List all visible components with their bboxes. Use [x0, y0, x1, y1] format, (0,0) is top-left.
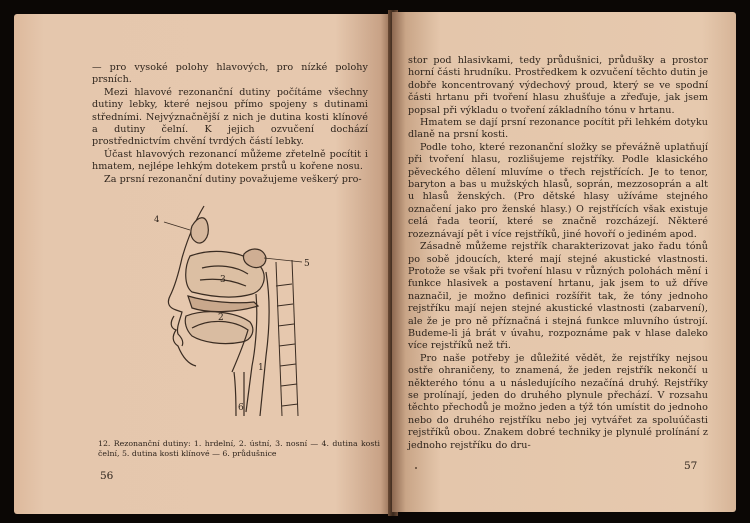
right-text-column: [408, 55, 708, 452]
page-speck: [415, 467, 417, 469]
left-page: [14, 14, 392, 514]
left-text-column: [92, 62, 368, 186]
resonance-cavities-figure: [152, 196, 312, 426]
figure-label-3: 3: [220, 275, 226, 285]
right-page: [392, 12, 736, 512]
left-page-number: 56: [100, 470, 114, 482]
right-paragraph: Zásadně můžeme rejstřík charakterizovat jako řadu tónů po sobě jdoucích, které mají stejné akustické vlastnosti. Protože se však při tvoření hlasu v různých polohách mění i funkce hlasivek a postavení hrtanu, jak jsem to už dříve naznačil, je možno definici rozšířit tak, že tóny jednoho rejstříku mají nejen stejné akustické vlastnosti (zabarvení), ale že je pro ně příznačná i stejná funkce mluvního ústrojí. Budeme-li já brát v úvahu, rozpoznáme pak v hlase daleko více rejstříků než tři.: [408, 241, 708, 352]
left-paragraph: Za prsní rezonanční dutiny považujeme veškerý pro-: [104, 173, 362, 185]
left-paragraph: — pro vysoké polohy hlavových, pro nízké polohy prsních.: [92, 62, 368, 86]
figure-label-6: 6: [238, 403, 244, 413]
left-paragraph: Mezi hlavové rezonanční dutiny počítáme všechny dutiny lebky, které nejsou přímo spojeny s dutinami středními. Nejvýznačnější z nich je dutina kosti klínové a dutiny čelní. K jejich ozvučení dochází prostřednictvím chvění tvrdých částí lebky.: [92, 86, 368, 148]
right-paragraph: Hmatem se dají prsní rezonance pocítit při lehkém dotyku dlaně na prsní kosti.: [408, 117, 708, 141]
right-paragraph: Pro naše potřeby je důležité vědět, že rejstříky nejsou ostře ohraničeny, to znamená, že jeden rejstřík nekončí u některého tónu a u následujícího nezačíná druhý. Rejstříky se prolínají, jeden do druhého plynule přechází. V rozsahu těchto přechodů je možno jeden a týž tón umístit do jednoho nebo do druhého rejstříku nebo jej vytvářet za spoluúčasti rejstříků obou. Znakem dobré techniky je plynulé prolínání z jednoho rejstříku do dru-: [408, 352, 708, 451]
left-paragraph: Účast hlavových rezonancí můžeme zřetelně pocítit i hmatem, nejlépe lehkým dotekem prstů u kořene nosu.: [92, 148, 368, 173]
figure-label-5: 5: [304, 259, 310, 269]
figure-label-1: 1: [258, 363, 264, 373]
right-page-number: 57: [684, 460, 698, 472]
right-paragraph: stor pod hlasivkami, tedy průdušnici, průdušky a prostor horní části hrudníku. Prostředkem k ozvučení těchto dutin je dobře koncentrovaný výdechový proud, který se ve spodní části hrtanu při tvoření hlasu zhušťuje a zřeďuje, jak jsem popsal při výkladu o tvoření základního tónu v hrtanu.: [408, 55, 708, 116]
open-book: [8, 8, 742, 516]
figure-caption: 12. Rezonanční dutiny: 1. hrdelní, 2. ústní, 3. nosní — 4. dutina kosti čelní, 5. dutina kosti klínové — 6. průdušnice: [98, 439, 380, 458]
right-paragraph: Podle toho, které rezonanční složky se převážně uplatňují při tvoření hlasu, rozlišujeme rejstříky. Podle klasického pěveckého dělení mluvíme o třech rejstřících. Je to tenor, baryton a bas u mužských hlasů, soprán, mezzosoprán a alt u hlasů ženských. (Pro dětské hlasy užíváme stejného označení jako pro ženské hlasy.) O rejstřících však existuje celá řada teorií, které se značně rozcházejí. Některé rozeznávají pět i více rejstříků, jiné hovoří o jediném apod.: [408, 141, 708, 240]
figure-label-4: 4: [154, 215, 160, 225]
figure-label-2: 2: [218, 313, 224, 323]
